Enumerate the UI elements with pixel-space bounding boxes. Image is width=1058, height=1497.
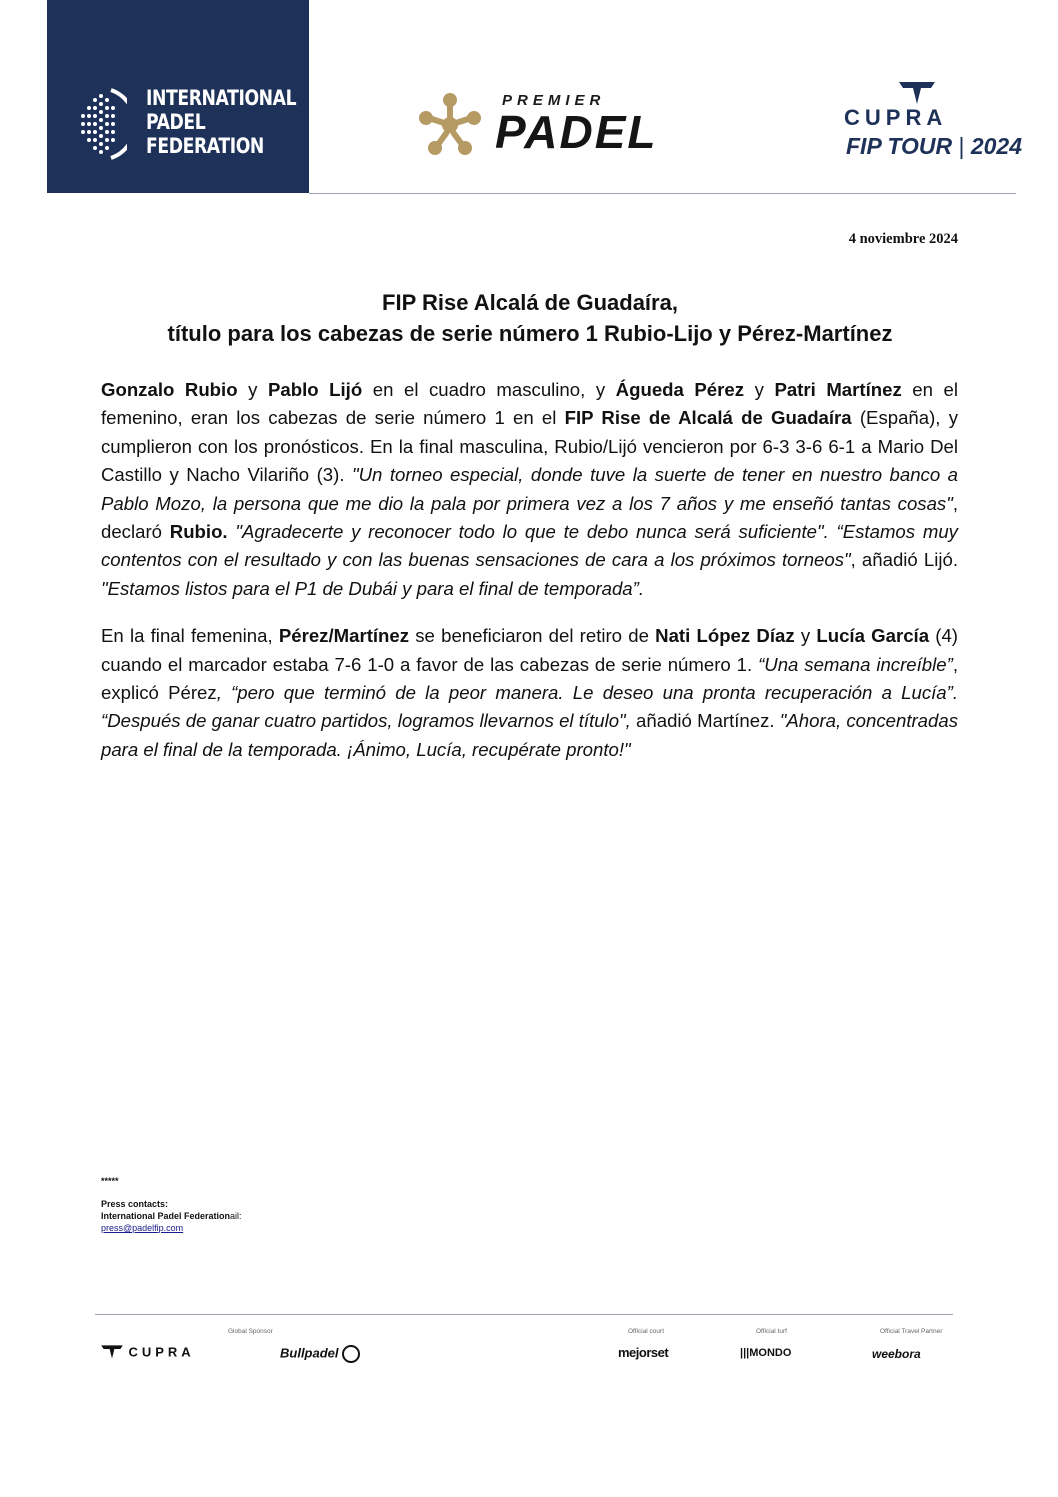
footer-divider bbox=[95, 1314, 953, 1315]
sponsor-weebora: weebora bbox=[872, 1347, 921, 1361]
press-email-link[interactable]: press@padelfip.com bbox=[101, 1223, 184, 1233]
ipf-line-2: PADEL bbox=[146, 110, 206, 134]
title-line-2: título para los cabezas de serie número 1 Rubio-Lijo y Pérez-Martínez bbox=[167, 321, 893, 346]
caption-travel-partner: Official Travel Partner bbox=[880, 1328, 943, 1335]
premier-word: PREMIER bbox=[502, 92, 606, 109]
separator-stars: ***** bbox=[101, 1176, 119, 1186]
fip-tour-label: FIP TOUR bbox=[846, 133, 953, 159]
padel-ball-icon bbox=[77, 86, 127, 162]
caption-official-turf: Official turf bbox=[756, 1328, 787, 1335]
padel-word: PADEL bbox=[495, 106, 658, 158]
sponsor-cupra: CUPRA bbox=[100, 1343, 195, 1361]
press-contacts bbox=[101, 1175, 242, 1234]
player-name: Patri Martínez bbox=[774, 379, 902, 400]
quote: "Un torneo especial, donde tuve la suerte de tener en nuestro banco a Pablo Mozo, la persona que me dio la pala por primera vez a los 7 años y me enseñó tantas cosas" bbox=[101, 464, 958, 514]
player-name: Rubio. bbox=[169, 521, 228, 543]
sponsor-mondo: |||MONDO bbox=[740, 1347, 792, 1359]
player-name: Lucía García bbox=[816, 625, 930, 647]
premier-padel-logo bbox=[418, 92, 718, 162]
title-line-1: FIP Rise Alcalá de Guadaíra, bbox=[382, 290, 678, 315]
article-body bbox=[101, 376, 958, 783]
circle-icon bbox=[342, 1345, 360, 1363]
press-contacts-heading: Press contacts: bbox=[101, 1199, 169, 1209]
cupra-emblem-icon bbox=[100, 1344, 124, 1360]
tournament-name: FIP Rise de Alcalá de Guadaíra bbox=[564, 407, 852, 429]
quote: , “pero que terminó de la peor manera. Le deseo una pronta recuperación a Lucía”. “Después de ganar cuatro partidos, logramos llevarnos el título", bbox=[101, 682, 959, 732]
paragraph-men-final: Gonzalo Rubio y Pablo Lijó en el cuadro masculino, y Águeda Pérez y Patri Martínez en el femenino, eran los cabezas de serie número 1 en el FIP Rise de Alcalá de Guadaíra (España), y cumplieron con los pronósticos. En la final masculina, Rubio/Lijó vencieron por 6-3 3-6 6-1 a Mario Del Castillo y Nacho Vilariño (3). "Un torneo especial, donde tuve la suerte de tener en nuestro banco a Pablo Mozo, la persona que me dio la pala por primera vez a los 7 años y me enseñó tantas cosas", declaró Rubio. "Agradecerte y reconocer todo lo que te debo nunca será suficiente". “Estamos muy contentos con el resultado y con las buenas sensaciones de cara a los próximos torneos", añadió Lijó. "Estamos listos para el P1 de Dubái y para el final de temporada”. bbox=[101, 379, 958, 599]
press-contacts-org: International Padel Federationail: bbox=[101, 1211, 242, 1221]
fip-tour-year: 2024 bbox=[970, 133, 1022, 159]
player-name: Gonzalo Rubio bbox=[101, 379, 238, 400]
press-release-date: 4 noviembre 2024 bbox=[848, 231, 958, 247]
header-divider bbox=[309, 193, 1016, 194]
ipf-logo-block bbox=[47, 0, 309, 193]
cupra-word: CUPRA bbox=[844, 105, 948, 130]
paragraph-women-final: En la final femenina, Pérez/Martínez se beneficiaron del retiro de Nati López Díaz y Lucía García (4) cuando el marcador estaba 7-6 1-0 a favor de las cabezas de serie número 1. “Una semana increíble”, explicó Pérez, “pero que terminó de la peor manera. Le deseo una pronta recuperación a Lucía”. “Después de ganar cuatro partidos, logramos llevarnos el título", añadió Martínez. "Ahora, concentradas para el final de la temporada. ¡Ánimo, Lucía, recupérate pronto!" bbox=[101, 625, 959, 760]
sponsor-bullpadel: Bullpadel bbox=[280, 1345, 360, 1363]
cupra-fip-tour-logo bbox=[842, 80, 1022, 170]
player-name: Pérez/Martínez bbox=[278, 625, 410, 647]
player-name: Nati López Díaz bbox=[655, 625, 795, 647]
quote: "Estamos listos para el P1 de Dubái y para el final de temporada”. bbox=[101, 577, 645, 599]
caption-global-sponsor: Global Sponsor bbox=[228, 1328, 273, 1335]
premier-padel-star-icon bbox=[418, 92, 482, 158]
quote: "Ahora, concentradas para el final de la temporada. ¡Ánimo, Lucía, recupérate pronto!" bbox=[101, 710, 958, 760]
mondo-bars-icon: ||| bbox=[740, 1347, 750, 1359]
ipf-line-1: INTERNATIONAL bbox=[146, 86, 297, 110]
quote: "Agradecerte y reconocer todo lo que te debo nunca será suficiente". “Estamos muy contentos con el resultado y con las buenas sensaciones de cara a los próximos torneos" bbox=[101, 521, 958, 571]
press-release-title bbox=[100, 287, 960, 349]
sponsor-mejorset: mejorset bbox=[618, 1345, 669, 1360]
ipf-logo-text bbox=[146, 86, 329, 158]
cupra-emblem-icon bbox=[897, 80, 937, 106]
fip-tour-text: FIP TOUR | 2024 bbox=[846, 133, 1022, 159]
ipf-line-3: FEDERATION bbox=[146, 134, 264, 158]
caption-official-court: Official court bbox=[628, 1328, 665, 1335]
quote: “Una semana increíble” bbox=[758, 653, 953, 675]
player-name: Águeda Pérez bbox=[615, 379, 745, 400]
player-name: Pablo Lijó bbox=[267, 379, 363, 400]
